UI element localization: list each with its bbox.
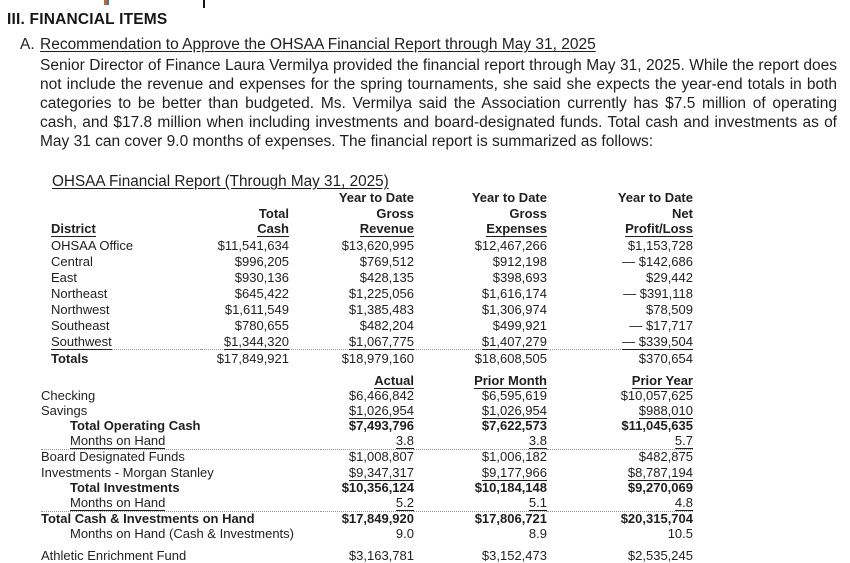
cell-amount [547, 480, 693, 495]
cell-label [41, 548, 321, 563]
cell-value: Checking [41, 387, 96, 403]
cell-value: $18,608,505 [474, 350, 547, 366]
cell-label [41, 527, 321, 542]
cell-value: 8.9 [528, 526, 547, 542]
cell-amount [414, 465, 547, 480]
cell-amount [414, 388, 547, 403]
cell-label [41, 434, 321, 450]
cell-amount [414, 449, 547, 465]
table-row [51, 301, 693, 317]
cell-value: $17,849,920 [341, 511, 414, 527]
cell-value: $9,177,966 [481, 464, 547, 480]
table-row [41, 388, 693, 403]
cell-profit_loss [547, 237, 693, 253]
cell-expenses [414, 285, 547, 301]
cell-label [41, 511, 321, 527]
cell-amount [321, 418, 414, 433]
table-row [51, 317, 693, 333]
column-header: Year to Date Gross Expenses [471, 190, 547, 236]
cell-value: $996,205 [234, 253, 289, 269]
cell-amount [414, 495, 547, 511]
item-body-text: Senior Director of Finance Laura Vermilya provided the financial report through May 31, 2025. While the report does not include the revenue and expenses for the spring tournaments, she said she expects the year-end totals in both categories to be better than budgeted. Ms. Vermilya said the Association currently has $7.5 million of operating cash, and $17.8 million when including investments and board-designated funds. Total cash and investments as of May 31 can cover 9.0 months of expenses. The financial report is summarized as follows: [40, 57, 837, 150]
column-header: Year to Date Gross Revenue [338, 190, 414, 236]
cell-cash [201, 253, 289, 269]
item-label: A. [20, 36, 35, 53]
district-financial-table [51, 190, 693, 366]
cell-value: $1,616,174 [481, 285, 547, 301]
cell-amount [321, 527, 414, 542]
cell-value: Investments - Morgan Stanley [41, 464, 214, 480]
cell-value: Northwest [51, 301, 110, 317]
cell-profit_loss [547, 349, 693, 366]
cell-value: Southwest [51, 333, 112, 349]
table-row [41, 434, 693, 450]
report-table-title: OHSAA Financial Report (Through May 31, 2025) [52, 173, 389, 190]
cell-value: $17,806,721 [474, 511, 547, 527]
cell-value: Totals [51, 350, 89, 366]
cell-value: $1,344,320 [223, 333, 289, 349]
column-header-label: Expenses [486, 221, 547, 236]
cell-value: $17,849,921 [216, 350, 289, 366]
cell-label [41, 465, 321, 480]
table-row [41, 465, 693, 480]
cell-value: $29,442 [646, 269, 693, 285]
cell-district [51, 253, 201, 269]
cash-table-header [41, 371, 693, 388]
cell-value: $912,198 [492, 253, 547, 269]
table-row [51, 253, 693, 269]
cell-revenue [289, 285, 414, 301]
cell-amount [321, 548, 414, 563]
cell-value: 5.1 [528, 495, 547, 510]
cell-amount [414, 434, 547, 450]
item-title: Recommendation to Approve the OHSAA Financial Report through May 31, 2025 [40, 36, 596, 53]
cell-value: $9,347,317 [348, 464, 414, 480]
cell-value: $482,204 [359, 317, 414, 333]
cell-cash [201, 333, 289, 350]
cell-revenue [289, 317, 414, 333]
cell-value: 3.8 [395, 433, 414, 449]
column-header-label: Profit/Loss [625, 221, 693, 236]
table-row [41, 527, 693, 542]
cell-label [41, 418, 321, 433]
column-header-label: District [51, 221, 96, 236]
cell-value: — $17,717 [629, 317, 693, 333]
cell-profit_loss [547, 269, 693, 285]
cell-cash [201, 301, 289, 317]
cell-profit_loss [547, 301, 693, 317]
cell-value: 5.2 [395, 495, 414, 510]
cell-district [51, 269, 201, 285]
cell-value: $18,979,160 [341, 350, 414, 366]
cell-amount [414, 511, 547, 527]
cell-district [51, 301, 201, 317]
cell-value: $930,136 [234, 269, 289, 285]
cell-value: — $391,118 [623, 285, 693, 301]
column-header-label: Prior Month [474, 372, 547, 388]
cell-value: $1,407,279 [481, 333, 547, 349]
cell-value: $1,385,483 [348, 301, 414, 317]
cell-value: $1,306,974 [481, 301, 547, 317]
cell-revenue [289, 237, 414, 253]
cell-expenses [414, 301, 547, 317]
totals-row [51, 349, 693, 366]
cell-amount [547, 465, 693, 480]
cell-value: Southeast [51, 317, 110, 333]
cell-value: $7,622,573 [481, 418, 547, 434]
cell-value: 3.8 [528, 433, 547, 449]
table-row [41, 511, 693, 527]
cell-value: $3,152,473 [481, 547, 547, 563]
cell-value: — $142,686 [622, 253, 693, 269]
cell-value: Months on Hand [70, 495, 166, 510]
cell-amount [547, 548, 693, 563]
cell-cash [201, 317, 289, 333]
cell-value: Months on Hand [70, 433, 166, 449]
cell-amount [321, 480, 414, 495]
cell-value: $6,595,619 [481, 387, 547, 403]
cell-expenses [414, 269, 547, 285]
column-header-label: Cash [257, 221, 289, 236]
cell-revenue [289, 253, 414, 269]
cell-profit_loss [547, 333, 693, 350]
cell-value: East [51, 269, 78, 285]
column-header [51, 190, 201, 237]
cell-value: Northeast [51, 285, 108, 301]
cell-value: $2,535,245 [627, 547, 693, 563]
cell-expenses [414, 349, 547, 366]
cell-district [51, 349, 201, 366]
cell-value: $1,026,954 [481, 402, 547, 418]
cell-amount [547, 434, 693, 450]
artifact-blue-mark [107, 0, 110, 5]
cell-expenses [414, 317, 547, 333]
cell-amount [321, 403, 414, 418]
cell-cash [201, 237, 289, 253]
cell-amount [321, 434, 414, 450]
cell-cash [201, 269, 289, 285]
cell-amount [321, 465, 414, 480]
cell-value: $1,006,182 [481, 449, 547, 465]
table-row [51, 237, 693, 253]
cell-value: OHSAA Office [51, 237, 134, 253]
cell-value: Athletic Enrichment Fund [41, 547, 187, 563]
cell-value: $428,135 [359, 269, 414, 285]
column-header-label: Revenue [359, 221, 414, 236]
district-table-header [51, 190, 693, 237]
cell-value: 9.0 [395, 526, 414, 542]
cell-profit_loss [547, 285, 693, 301]
cell-revenue [289, 349, 414, 366]
cell-value: $398,693 [492, 269, 547, 285]
cell-value: $1,026,954 [348, 402, 414, 418]
cell-value: $12,467,266 [474, 237, 547, 253]
table-row [51, 285, 693, 301]
cell-value: 4.8 [674, 495, 693, 510]
cell-profit_loss [547, 317, 693, 333]
cell-value: $1,153,728 [627, 237, 693, 253]
cell-cash [201, 285, 289, 301]
table-row [41, 495, 693, 511]
cell-value: — $339,504 [622, 333, 693, 349]
cropped-line-artifact [104, 0, 109, 5]
cell-value: $1,225,056 [348, 285, 414, 301]
section-heading: III. FINANCIAL ITEMS [7, 11, 168, 28]
cell-amount [414, 403, 547, 418]
cell-amount [321, 495, 414, 511]
cell-amount [321, 388, 414, 403]
cell-amount [321, 511, 414, 527]
cell-value: $13,620,995 [341, 237, 414, 253]
cell-amount [414, 527, 547, 542]
cell-value: $645,422 [234, 285, 289, 301]
cell-district [51, 285, 201, 301]
column-header [547, 371, 693, 388]
cell-value: 5.7 [674, 433, 693, 449]
cash-investments-table [41, 371, 693, 563]
cell-expenses [414, 333, 547, 350]
cell-value: $10,356,124 [341, 479, 414, 495]
table-row [41, 403, 693, 418]
cell-value: $8,787,194 [627, 464, 693, 480]
cell-revenue [289, 301, 414, 317]
cell-value: $482,875 [638, 449, 693, 465]
cell-revenue [289, 333, 414, 350]
cell-value: $3,163,781 [348, 547, 414, 563]
cell-amount [414, 418, 547, 433]
cell-value: Total Cash & Investments on Hand [41, 511, 255, 527]
cell-value: 10.5 [667, 526, 693, 542]
cell-cash [201, 349, 289, 366]
cell-value: $10,057,625 [620, 387, 693, 403]
cell-value: $11,045,635 [621, 418, 693, 434]
cell-value: Board Designated Funds [41, 449, 185, 465]
cell-value: Total Operating Cash [70, 418, 201, 434]
cell-amount [547, 511, 693, 527]
cell-value: $988,010 [638, 402, 693, 418]
column-header-label: Actual [374, 372, 414, 388]
cell-value: Savings [41, 402, 88, 418]
column-header [414, 371, 547, 388]
cell-amount [547, 449, 693, 465]
cell-amount [547, 388, 693, 403]
cell-amount [414, 548, 547, 563]
cell-label [41, 495, 321, 511]
cell-amount [547, 403, 693, 418]
cell-amount [547, 418, 693, 433]
cell-value: $499,921 [492, 317, 547, 333]
cell-label [41, 388, 321, 403]
cell-value: $20,315,704 [620, 511, 693, 527]
cell-value: $11,541,634 [217, 237, 289, 253]
column-header-label: Prior Year [631, 372, 693, 388]
table-row [51, 269, 693, 285]
cell-value: Total Investments [70, 479, 180, 495]
table-row [41, 449, 693, 465]
cell-value: $780,655 [234, 317, 289, 333]
table-row [41, 480, 693, 495]
cell-district [51, 333, 201, 350]
cell-amount [547, 527, 693, 542]
cell-amount [321, 449, 414, 465]
cell-value: $769,512 [359, 253, 414, 269]
cell-value: $9,270,069 [627, 479, 693, 495]
column-header: Total Cash [257, 205, 289, 236]
cell-value: $1,008,807 [348, 449, 414, 465]
column-header: Year to Date Net Profit/Loss [617, 190, 693, 236]
column-header [321, 371, 414, 388]
cell-amount [547, 495, 693, 511]
cell-label [41, 480, 321, 495]
cell-district [51, 237, 201, 253]
cell-profit_loss [547, 253, 693, 269]
cell-label [41, 403, 321, 418]
cell-value: Central [51, 253, 93, 269]
cell-value: $6,466,842 [348, 387, 414, 403]
cell-value: Months on Hand (Cash & Investments) [70, 526, 294, 542]
cell-expenses [414, 237, 547, 253]
cell-value: $370,654 [638, 350, 693, 366]
table-row [51, 333, 693, 350]
cell-value: $78,509 [646, 301, 693, 317]
cell-expenses [414, 253, 547, 269]
table-row [41, 418, 693, 433]
cell-value: $10,184,148 [474, 479, 547, 495]
cell-district [51, 317, 201, 333]
cell-value: $1,067,775 [348, 333, 414, 349]
table-row [41, 548, 693, 563]
cropped-text-artifact [203, 0, 205, 8]
cell-amount [414, 480, 547, 495]
cell-revenue [289, 269, 414, 285]
column-header [41, 371, 321, 388]
cell-value: $1,611,549 [224, 301, 289, 317]
cell-value: $7,493,796 [348, 418, 414, 434]
cell-label [41, 449, 321, 465]
